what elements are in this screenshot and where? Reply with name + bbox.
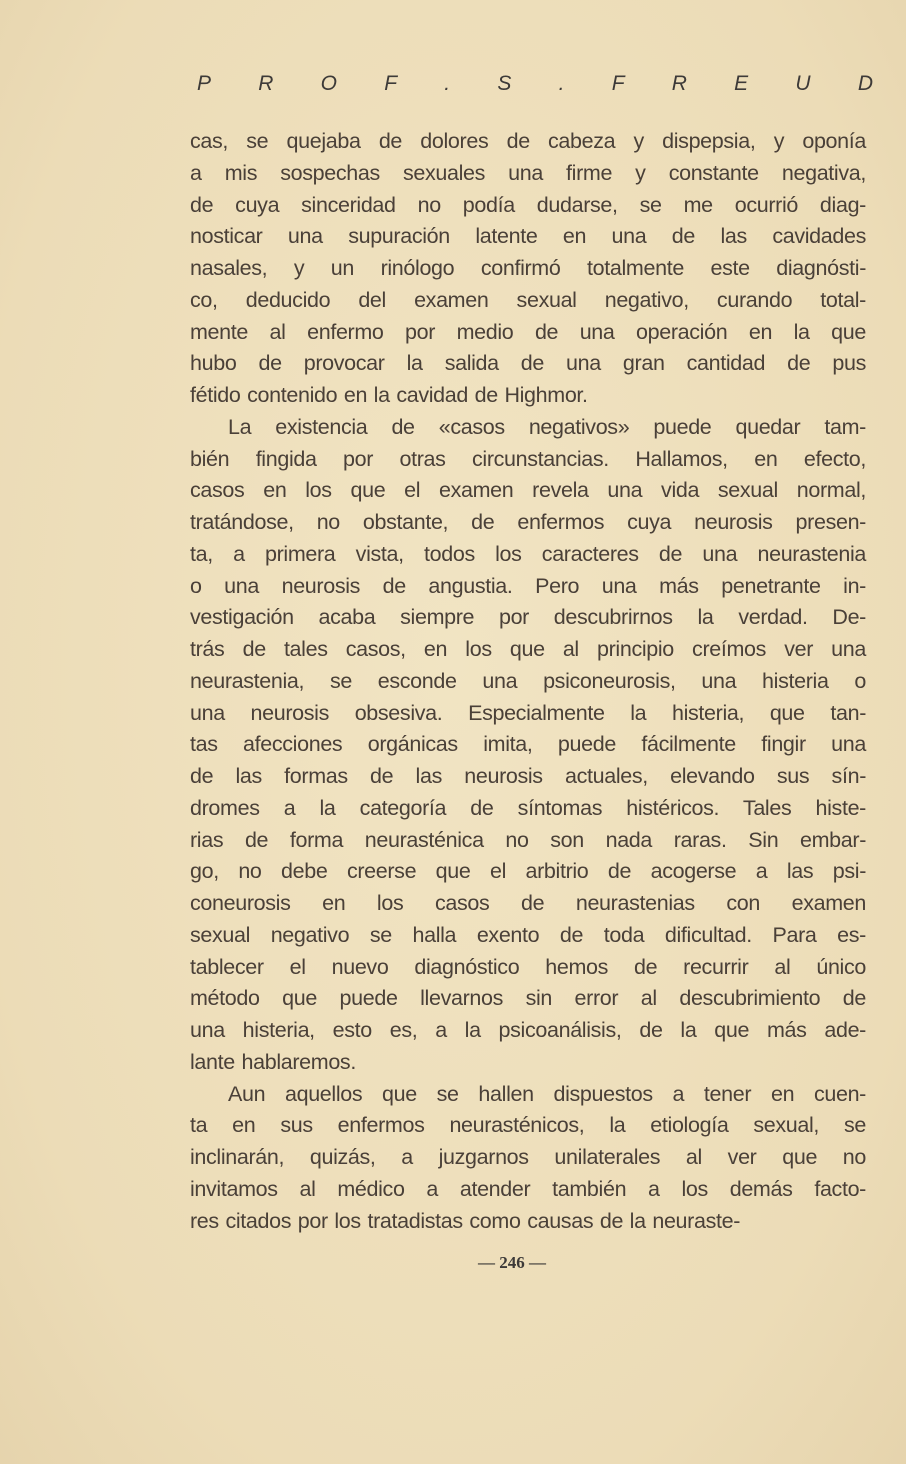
text-line: La existencia de «casos negativos» puede quedar tam- bbox=[228, 414, 866, 439]
page-body-text bbox=[190, 126, 866, 1237]
text-line: tratándose, no obstante, de enfermos cuya neurosis presen- bbox=[190, 510, 866, 534]
header-letter: D bbox=[857, 72, 873, 95]
header-letter: . bbox=[558, 72, 565, 95]
text-line: nosticar una supuración latente en una de las cavidades bbox=[190, 224, 866, 249]
text-line: bién fingida por otras circunstancias. Hallamos, en efecto, bbox=[190, 446, 866, 471]
text-line: sexual negativo se halla exento de toda dificultad. Para es- bbox=[190, 922, 866, 947]
text-line: método que puede llevarnos sin error al descubrimiento de bbox=[190, 986, 866, 1011]
text-line: invitamos al médico a atender también a los demás facto- bbox=[190, 1176, 866, 1201]
text-line: a mis sospechas sexuales una firme y constante negativa, bbox=[190, 160, 866, 185]
text-line: tablecer el nuevo diagnóstico hemos de recurrir al único bbox=[190, 954, 866, 979]
text-line: hubo de provocar la salida de una gran cantidad de pus bbox=[190, 351, 866, 376]
text-line: tas afecciones orgánicas imita, puede fácilmente fingir una bbox=[190, 732, 866, 757]
text-line: Aun aquellos que se hallen dispuestos a tener en cuen- bbox=[228, 1081, 866, 1106]
text-line: ta, a primera vista, todos los caracteres de una neurastenia bbox=[190, 541, 866, 566]
text-line: nasales, y un rinólogo confirmó totalmente este diagnósti- bbox=[190, 256, 866, 280]
text-line: coneurosis en los casos de neurastenias con examen bbox=[190, 891, 866, 915]
header-letter: S bbox=[497, 72, 512, 95]
text-line: ta en sus enfermos neurasténicos, la etiología sexual, se bbox=[190, 1113, 866, 1138]
text-line: rias de forma neurasténica no son nada raras. Sin embar- bbox=[190, 827, 866, 852]
header-letter: R bbox=[258, 72, 274, 95]
text-line: lante hablaremos. bbox=[190, 1049, 356, 1074]
header-letter: . bbox=[444, 72, 451, 95]
header-letter: E bbox=[734, 72, 749, 95]
text-line: vestigación acaba siempre por descubrirnos la verdad. De- bbox=[190, 605, 866, 630]
text-line: mente al enfermo por medio de una operación en la que bbox=[190, 319, 866, 344]
text-line: res citados por los tratadistas como causas de la neuraste- bbox=[190, 1208, 741, 1233]
text-line: cas, se quejaba de dolores de cabeza y dispepsia, y oponía bbox=[190, 129, 866, 153]
header-letter: R bbox=[671, 72, 687, 95]
text-line: trás de tales casos, en los que al principio creímos ver una bbox=[190, 637, 866, 661]
header-letter: F bbox=[384, 72, 398, 95]
text-line: co, deducido del examen sexual negativo, curando total- bbox=[190, 287, 866, 312]
text-line: inclinarán, quizás, a juzgarnos unilaterales al ver que no bbox=[190, 1145, 866, 1169]
text-line: de cuya sinceridad no podía dudarse, se me ocurrió diag- bbox=[190, 192, 866, 217]
text-line: dromes a la categoría de síntomas histéricos. Tales histe- bbox=[190, 795, 866, 820]
header-letter: F bbox=[611, 72, 625, 95]
text-line: casos en los que el examen revela una vida sexual normal, bbox=[190, 478, 866, 503]
text-line: go, no debe creerse que el arbitrio de acogerse a las psi- bbox=[190, 859, 866, 884]
text-line: una neurosis obsesiva. Especialmente la histeria, que tan- bbox=[190, 700, 866, 725]
text-line: neurastenia, se esconde una psiconeurosis, una histeria o bbox=[190, 668, 866, 693]
page-number: — 246 — bbox=[478, 1253, 546, 1272]
running-header bbox=[197, 72, 873, 96]
text-line: fétido contenido en la cavidad de Highmor. bbox=[190, 383, 588, 407]
text-line: o una neurosis de angustia. Pero una más penetrante in- bbox=[190, 573, 866, 598]
header-letter: O bbox=[320, 72, 337, 95]
text-line: una histeria, esto es, a la psicoanálisis, de la que más ade- bbox=[190, 1018, 866, 1042]
header-letter: U bbox=[795, 72, 811, 95]
text-line: de las formas de las neurosis actuales, elevando sus sín- bbox=[190, 764, 866, 788]
header-letter: P bbox=[197, 72, 212, 95]
